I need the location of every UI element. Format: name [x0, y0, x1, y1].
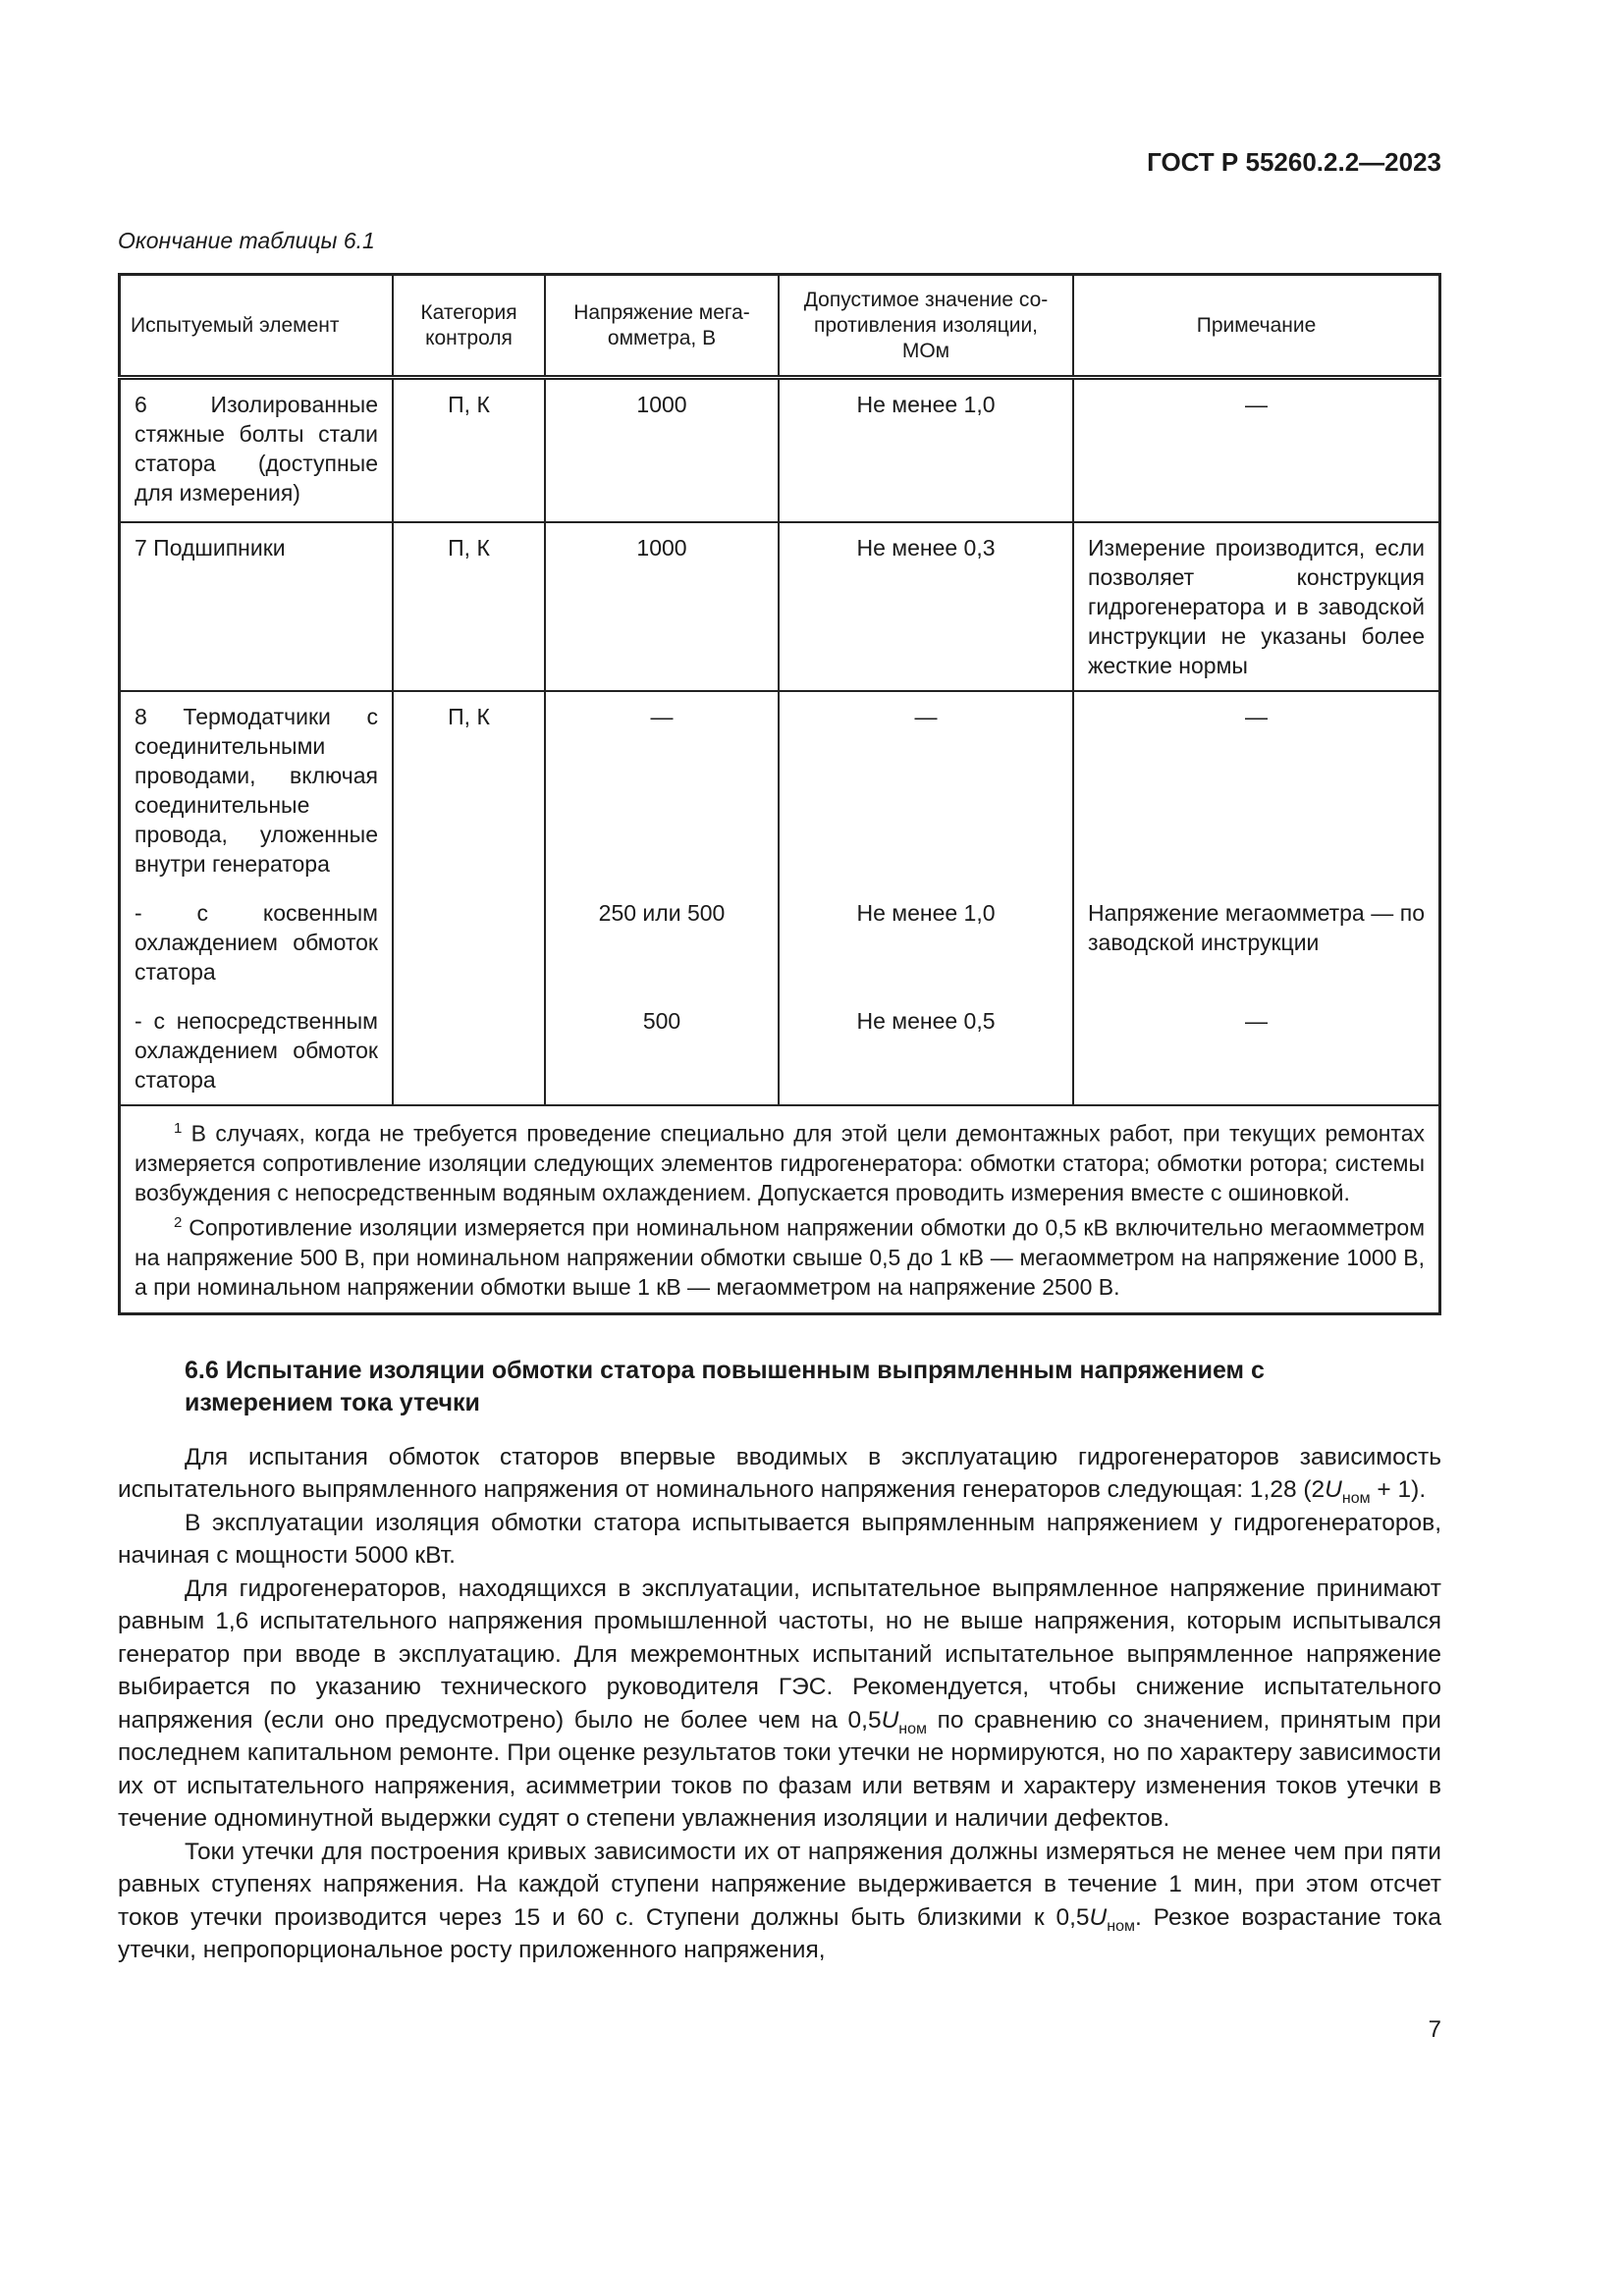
- cell-note: Измерение производится, если позволяет конструкция гидрогенератора и в заводской инструкции не указаны более жесткие нормы: [1073, 522, 1440, 691]
- cell-category: [393, 996, 545, 1105]
- text: Для испытания обмоток статоров впервые вводимых в эксплуатацию гидрогенераторов зависимость испытательного выпрямленного напряжения от номинального напряжения генераторов следующая: 1,28 (2: [118, 1443, 1441, 1504]
- cell-element: 8 Термодатчики с соединительными проводами, включая соединительные провода, уложенные внутри генератора: [120, 691, 394, 888]
- section-body: [118, 1441, 1441, 1967]
- page-content: [118, 273, 1441, 2044]
- cell-element: 6 Изолированные стяжные болты стали статора (доступные для измерения): [120, 378, 394, 522]
- cell-note: —: [1073, 996, 1440, 1105]
- cell-note: —: [1073, 691, 1440, 888]
- cell-category: П, К: [393, 522, 545, 691]
- table-row: [120, 691, 1440, 888]
- cell-element: - с косвенным охлаждением обмоток статора: [120, 888, 394, 996]
- paragraph: [118, 1441, 1441, 1507]
- table-footnotes-row: [120, 1105, 1440, 1314]
- cell-note: —: [1073, 378, 1440, 522]
- text: + 1).: [1370, 1476, 1427, 1504]
- cell-resistance: Не менее 1,0: [779, 888, 1073, 996]
- column-header-resistance: Допустимое значение со-противления изоляции, МОм: [779, 275, 1073, 378]
- cell-resistance: Не менее 0,3: [779, 522, 1073, 691]
- table-footnotes: [120, 1105, 1440, 1314]
- footnote-text: В случаях, когда не требуется проведение специально для этой цели демонтажных работ, при текущих ремонтах измеряется сопротивление изоляции следующих элементов гидрогенератора: обмотки статора; обмотки ротора; системы возбуждения с непосредственным водяным охлаждением. Допускается проводить измерения вместе с ошиновкой.: [135, 1120, 1425, 1206]
- cell-resistance: —: [779, 691, 1073, 888]
- column-header-voltage: Напряжение мега-омметра, В: [545, 275, 779, 378]
- cell-voltage: 1000: [545, 378, 779, 522]
- section-heading: 6.6 Испытание изоляции обмотки статора повышенным выпрямленным напряжением с измерением тока утечки: [185, 1356, 1265, 1416]
- footnote-mark: 2: [174, 1213, 183, 1231]
- paragraph: [118, 1573, 1441, 1836]
- column-header-note: Примечание: [1073, 275, 1440, 378]
- table-row: [120, 378, 1440, 522]
- footnote: [135, 1114, 1425, 1208]
- cell-voltage: 250 или 500: [545, 888, 779, 996]
- symbol-u: U: [1325, 1476, 1342, 1504]
- text: . Резкое возрастание тока утечки, непропорциональное росту приложенного напряжения,: [118, 1903, 1441, 1964]
- table-row: [120, 888, 1440, 996]
- table-header-row: [120, 275, 1440, 378]
- paragraph: В эксплуатации изоляция обмотки статора испытывается выпрямленным напряжением у гидрогенераторов, начиная с мощности 5000 кВт.: [118, 1509, 1441, 1570]
- text: Токи утечки для построения кривых зависимости их от напряжения должны измеряться не менее чем при пяти равных ступенях напряжения. На каждой ступени напряжение выдерживается в течение 1 мин, при этом отсчет токов утечки производится через 15 и 60 с. Ступени должны быть близкими к 0,5: [118, 1838, 1441, 1931]
- symbol-u: U: [881, 1706, 899, 1734]
- cell-category: П, К: [393, 378, 545, 522]
- text: по сравнению со значением, принятым при последнем капитальном ремонте. При оценке результатов токи утечки не нормируются, но по характеру зависимости их от испытательного напряжения, асимметрии токов по фазам или ветвям и характеру изменения токов утечки в течение одноминутной выдержки судят о степени увлажнения изоляции и наличии дефектов.: [118, 1706, 1441, 1833]
- table-row: [120, 996, 1440, 1105]
- footnote: [135, 1208, 1425, 1303]
- footnote-text: Сопротивление изоляции измеряется при номинальном напряжении обмотки до 0,5 кВ включительно мегаомметром на напряжение 500 В, при номинальном напряжении обмотки свыше 0,5 до 1 кВ — мегаомметром на напряжение 1000 В, а при номинальном напряжении обмотки выше 1 кВ — мегаомметром на напряжение 2500 В.: [135, 1214, 1426, 1301]
- column-header-element: Испытуемый элемент: [120, 275, 394, 378]
- cell-element: - с непосредственным охлаждением обмоток статора: [120, 996, 394, 1105]
- insulation-resistance-table: [118, 273, 1441, 1315]
- symbol-u: U: [1089, 1903, 1108, 1931]
- document-standard-number: ГОСТ Р 55260.2.2—2023: [1147, 147, 1441, 177]
- text: Для гидрогенераторов, находящихся в эксплуатации, испытательное выпрямленное напряжение принимают равным 1,6 испытательного напряжения промышленной частоты, но не выше напряжения, которым испытывался генератор при вводе в эксплуатацию. Для межремонтных испытаний испытательное выпрямленное напряжение выбирается по указанию технического руководителя ГЭС. Рекомендуется, чтобы снижение испытательного напряжения (если оно предусмотрено) было не более чем на 0,5: [118, 1575, 1441, 1734]
- cell-voltage: 500: [545, 996, 779, 1105]
- page-number: 7: [1428, 2015, 1441, 2043]
- cell-note: Напряжение мегаомметра — по заводской инструкции: [1073, 888, 1440, 996]
- column-header-category: Категория контроля: [393, 275, 545, 378]
- cell-category: [393, 888, 545, 996]
- cell-resistance: Не менее 1,0: [779, 378, 1073, 522]
- paragraph: [118, 1836, 1441, 1967]
- table-caption: Окончание таблицы 6.1: [118, 228, 375, 253]
- cell-voltage: —: [545, 691, 779, 888]
- cell-element: 7 Подшипники: [120, 522, 394, 691]
- cell-voltage: 1000: [545, 522, 779, 691]
- table-row: [120, 522, 1440, 691]
- cell-resistance: Не менее 0,5: [779, 996, 1073, 1105]
- subscript-nom: ном: [898, 1720, 928, 1737]
- subscript-nom: ном: [1341, 1490, 1371, 1508]
- footnote-mark: 1: [174, 1119, 183, 1137]
- cell-category: П, К: [393, 691, 545, 888]
- subscript-nom: ном: [1107, 1917, 1135, 1935]
